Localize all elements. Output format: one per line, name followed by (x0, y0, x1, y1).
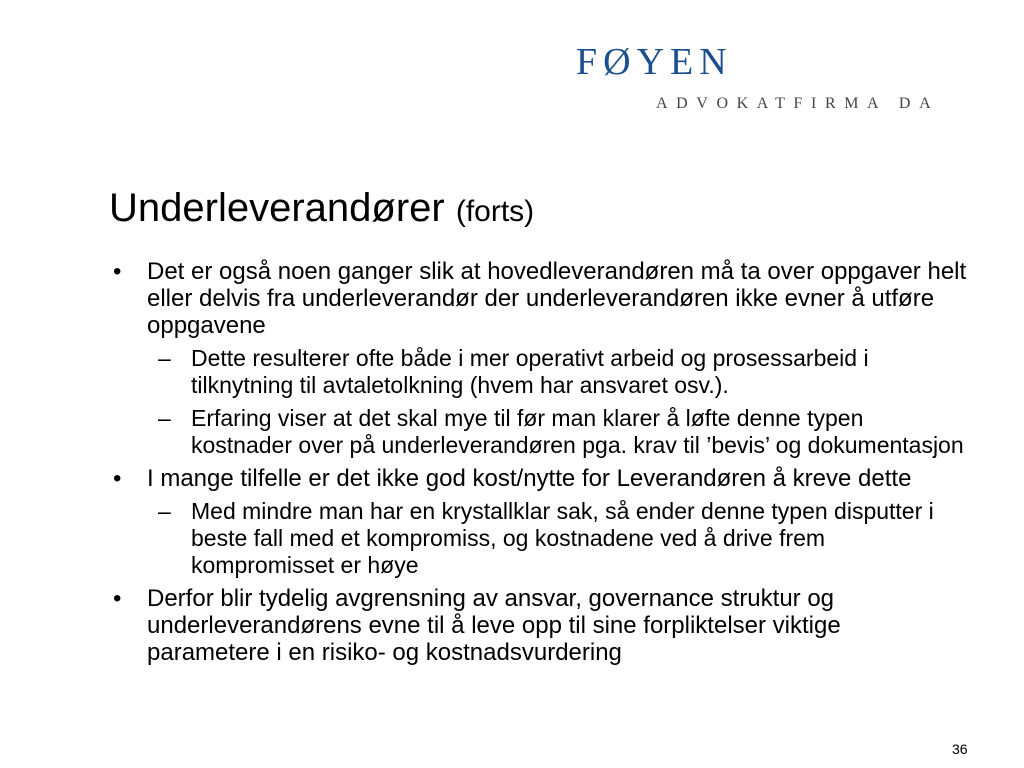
bullet-marker: • (113, 465, 122, 492)
bullet-item (109, 465, 969, 492)
slide-title (109, 184, 534, 236)
bullet-marker: • (113, 258, 122, 285)
bullet-item (109, 258, 969, 339)
sub-bullet-item (109, 345, 969, 399)
dash-marker: – (158, 498, 171, 524)
dash-marker: – (158, 405, 171, 431)
logo-subtitle: ADVOKATFIRMA DA (656, 95, 940, 112)
bullet-text: I mange tilfelle er det ikke god kost/nytte for Leverandøren å kreve dette (147, 465, 912, 492)
dash-marker: – (158, 345, 171, 371)
logo-name: FØYEN (576, 41, 733, 83)
slide-title-suffix: (forts) (455, 195, 535, 228)
bullet-list (109, 258, 969, 666)
bullet-text: Det er også noen ganger slik at hovedleverandøren må ta over oppgaver helt eller delvis fra underleverandør der underleverandøren ikke evner å utføre oppgavene (147, 258, 967, 339)
sub-bullet-item (109, 405, 969, 459)
bullet-text: Derfor blir tydelig avgrensning av ansvar, governance struktur og underleverandørens evne til å leve opp til sine forpliktelser viktige parametere i en risiko- og kostnadsvurdering (147, 585, 841, 666)
sub-bullet-text: Med mindre man har en krystallklar sak, så ender denne typen disputter i beste fall med et kompromiss, og kostnadene ved å drive frem kompromisset er høye (191, 498, 934, 578)
page-number: 36 (952, 741, 968, 757)
foyen-logo (570, 40, 1010, 120)
sub-bullet-text: Erfaring viser at det skal mye til før man klarer å løfte denne typen kostnader over på underleverandøren pga. krav til ’bevis’ og dokumentasjon (191, 405, 964, 458)
bullet-marker: • (113, 585, 122, 612)
bullet-item (109, 585, 969, 666)
sub-bullet-item (109, 498, 969, 579)
sub-bullet-text: Dette resulterer ofte både i mer operativt arbeid og prosessarbeid i tilknytning til avtaletolkning (hvem har ansvaret osv.). (191, 345, 869, 398)
slide-title-main: Underleverandører (109, 186, 445, 230)
